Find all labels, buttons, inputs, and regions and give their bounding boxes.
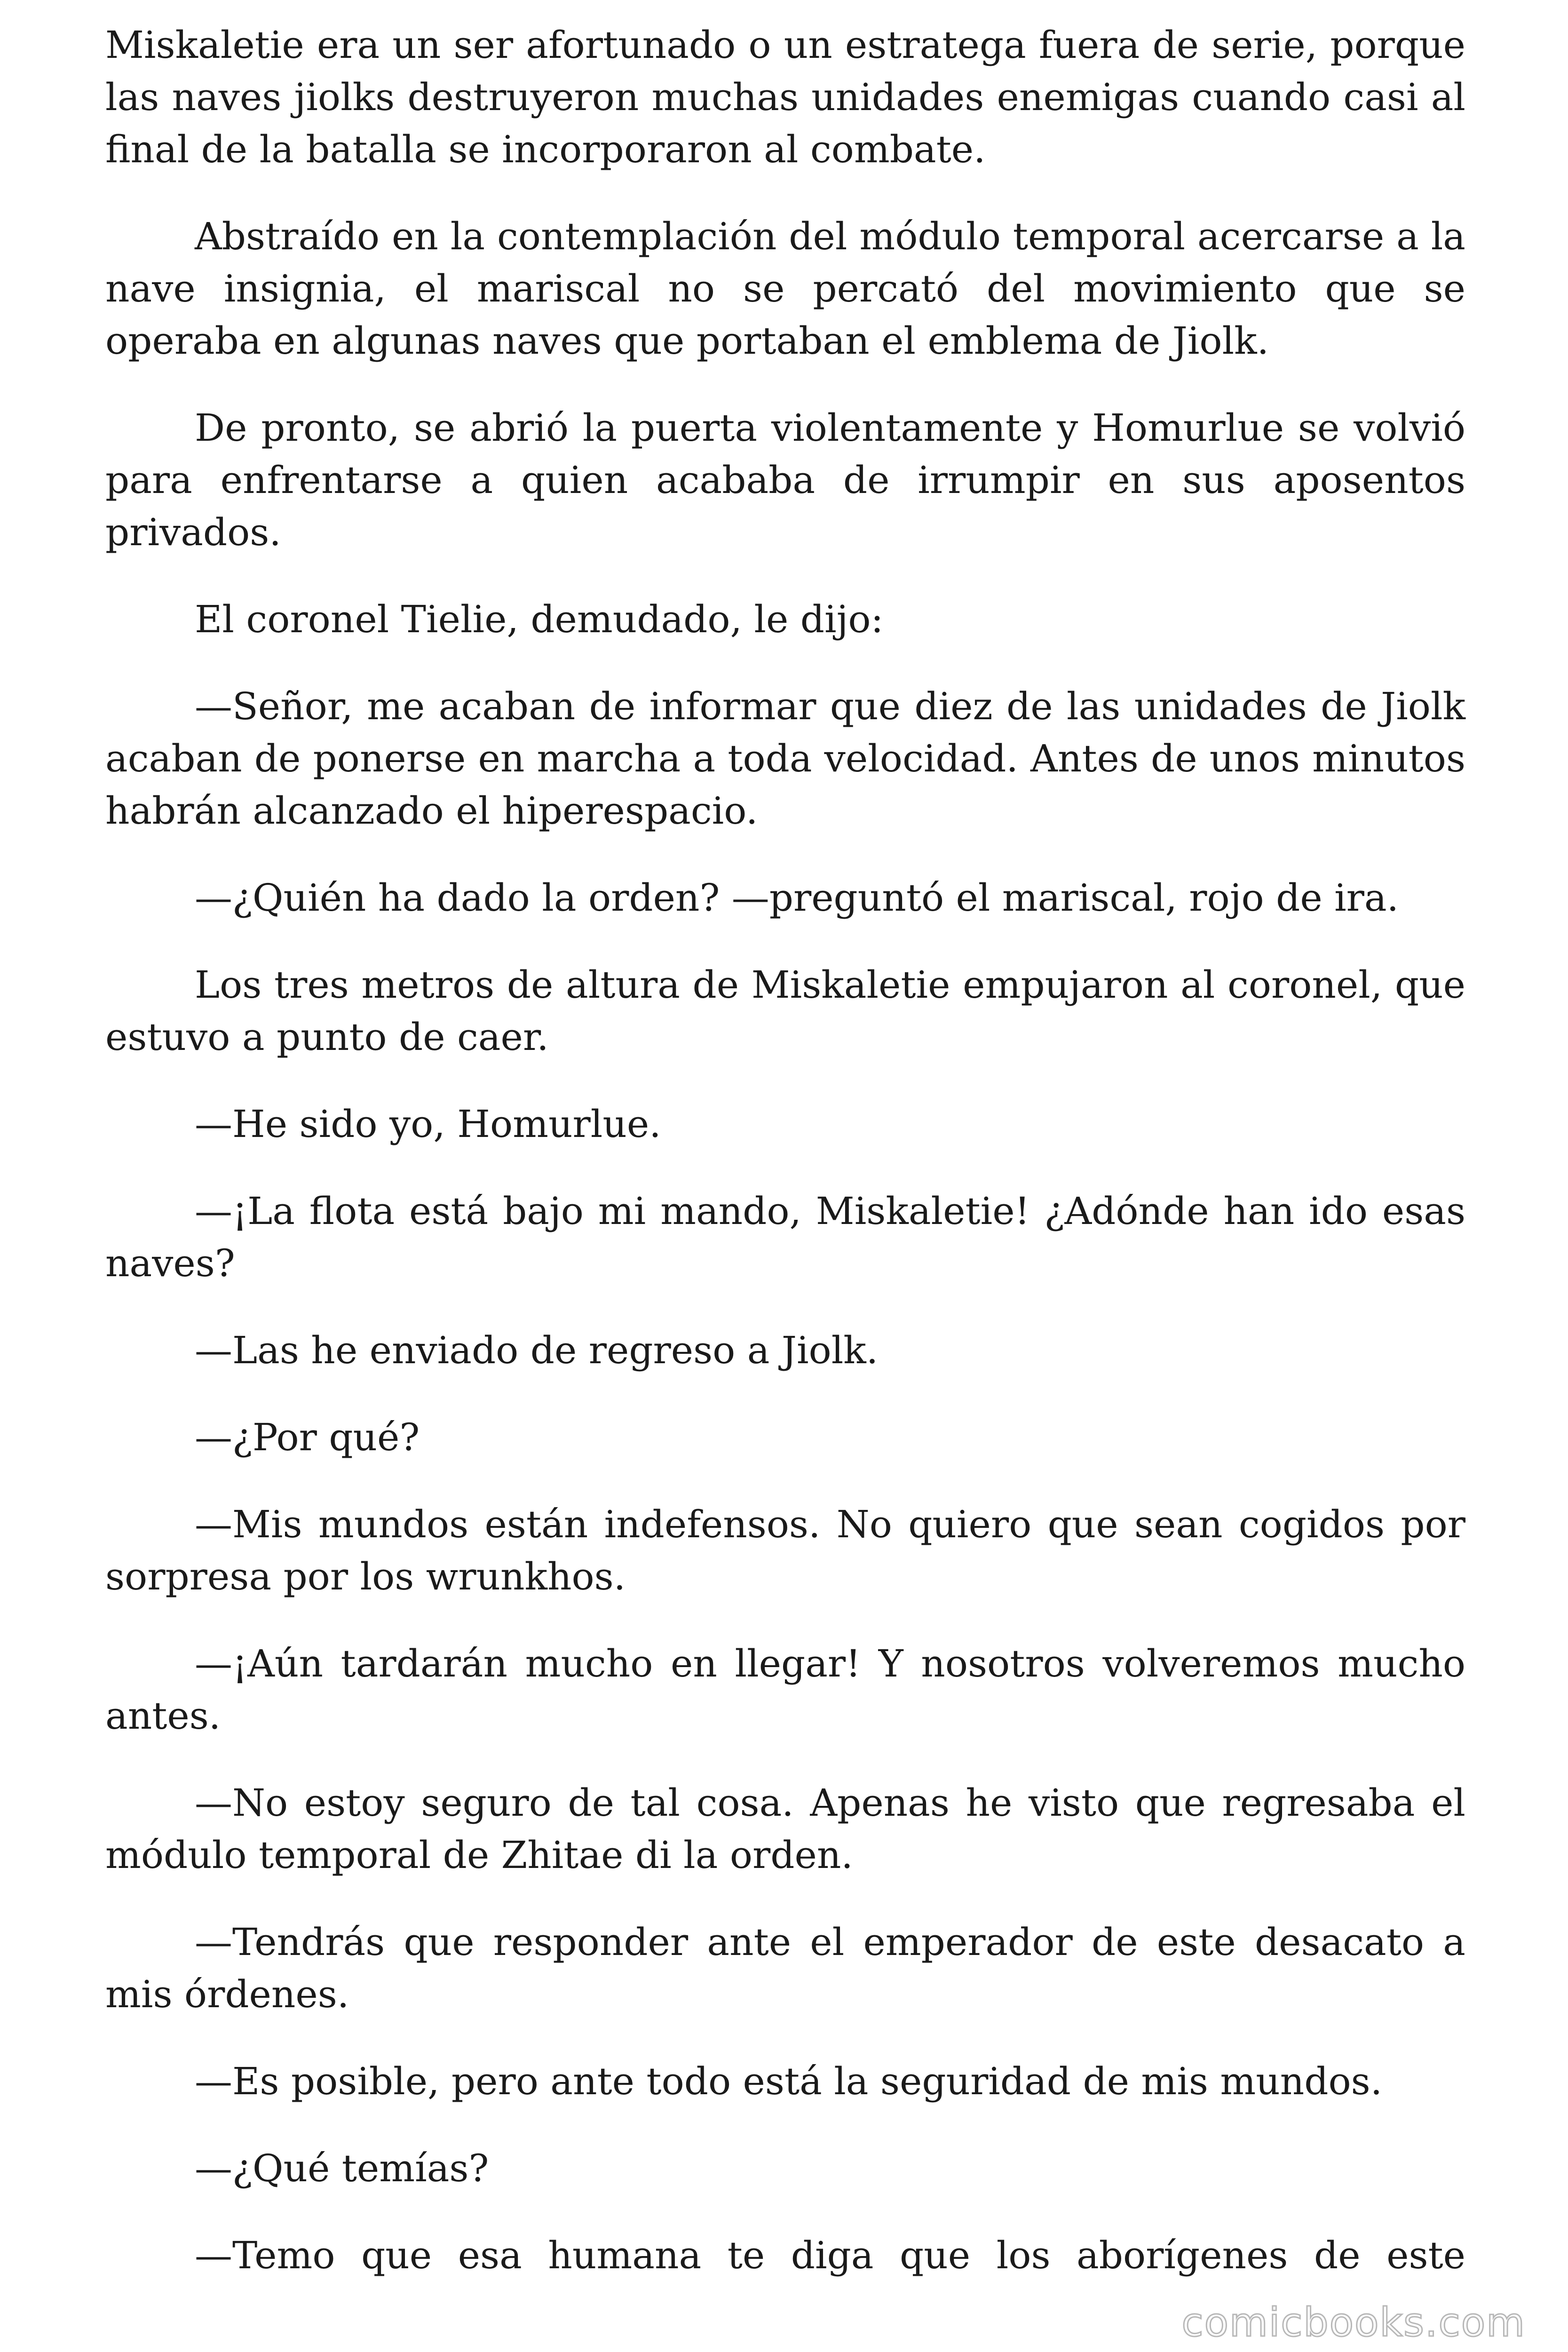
- paragraph: —He sido yo, Homurlue.: [195, 1102, 661, 1146]
- paragraph: Los tres metros de altura de Miskaletie empujaron al coronel, que estuvo a punto de caer.: [105, 963, 1465, 1059]
- paragraph: —¿Quién ha dado la orden? —preguntó el mariscal, rojo de ira.: [195, 876, 1399, 920]
- paragraph: El coronel Tielie, demudado, le dijo:: [195, 597, 884, 641]
- paragraph: Abstraído en la contemplación del módulo temporal acercarse a la nave insignia, el mariscal no se percató del movimiento que se operaba en algunas naves que portaban el emblema de Jiolk.: [105, 215, 1465, 363]
- paragraph: —¡Aún tardarán mucho en llegar! Y nosotros volveremos mucho antes.: [105, 1642, 1465, 1738]
- page-text: [105, 19, 1465, 2281]
- paragraph: —Tendrás que responder ante el emperador de este desacato a mis órdenes.: [105, 1920, 1465, 2016]
- paragraph: —¿Por qué?: [195, 1415, 420, 1459]
- paragraph: —Temo que esa humana te diga que los aborígenes de este: [195, 2233, 1465, 2277]
- paragraph: —¿Qué temías?: [195, 2146, 489, 2190]
- paragraph: —Mis mundos están indefensos. No quiero que sean cogidos por sorpresa por los wrunkhos.: [105, 1502, 1465, 1598]
- paragraph: —Señor, me acaban de informar que diez de las unidades de Jiolk acaban de ponerse en marcha a toda velocidad. Antes de unos minutos habrán alcanzado el hiperespacio.: [105, 684, 1465, 833]
- paragraph: —¡La flota está bajo mi mando, Miskaletie! ¿Adónde han ido esas naves?: [105, 1189, 1465, 1285]
- paragraph: De pronto, se abrió la puerta violentamente y Homurlue se volvió para enfrentarse a quien acababa de irrumpir en sus aposentos privados.: [105, 406, 1465, 554]
- paragraph: —Las he enviado de regreso a Jiolk.: [195, 1328, 879, 1372]
- paragraph: —No estoy seguro de tal cosa. Apenas he visto que regresaba el módulo temporal de Zhitae di la orden.: [105, 1781, 1465, 1877]
- watermark-logo: comicbooks.com: [1181, 2299, 1526, 2345]
- paragraph: —Es posible, pero ante todo está la seguridad de mis mundos.: [195, 2059, 1383, 2103]
- paragraph: Miskaletie era un ser afortunado o un estratega fuera de serie, porque las naves jiolks destruyeron muchas unidades enemigas cuando casi al final de la batalla se incorporaron al combate.: [105, 23, 1465, 171]
